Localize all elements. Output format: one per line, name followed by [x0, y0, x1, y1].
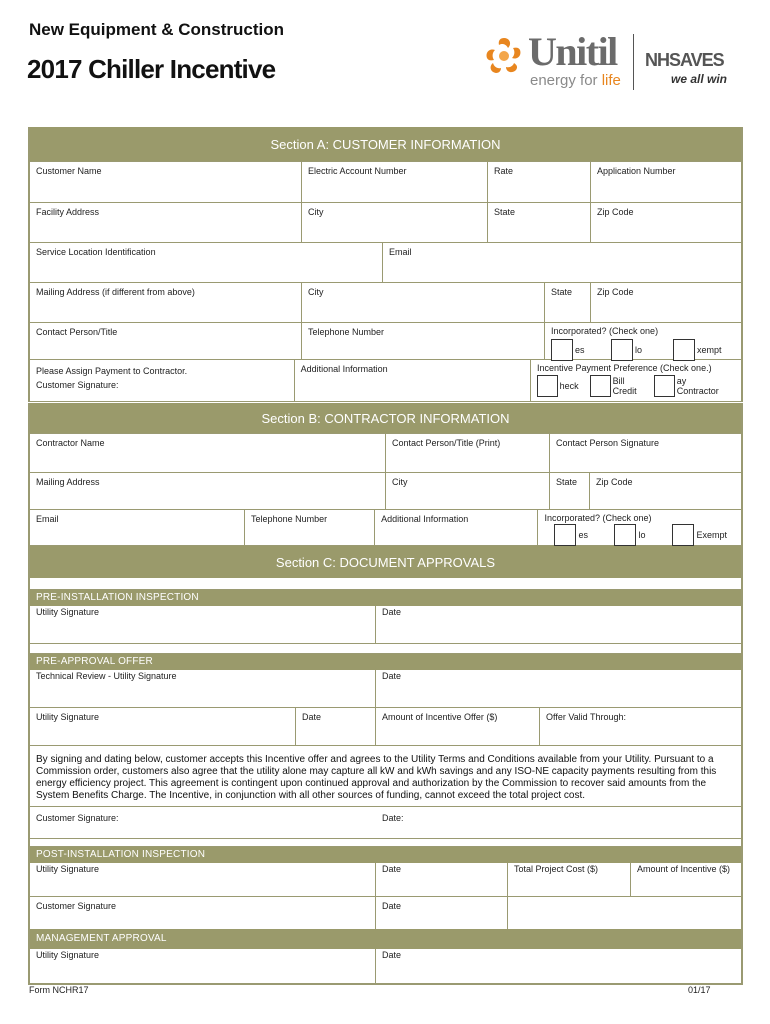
customer-name-field[interactable] [30, 162, 302, 202]
contractor-inc-yes-checkbox[interactable] [554, 524, 576, 546]
date-label: Date [382, 607, 402, 617]
offer-valid-label: Offer Valid Through: [546, 712, 627, 722]
pay-bill-credit-checkbox[interactable] [590, 375, 611, 397]
electric-account-label: Electric Account Number [308, 166, 407, 176]
tech-review-date-field[interactable] [376, 670, 741, 707]
blank-cell [508, 897, 741, 929]
assign-payment-field[interactable] [30, 360, 295, 401]
contractor-state-field[interactable] [550, 473, 590, 509]
mailing-address-field[interactable] [30, 283, 302, 322]
pay-contractor-label: ay Contractor [676, 376, 719, 396]
management-date-field[interactable] [376, 949, 741, 983]
zip-label: Zip Code [597, 207, 634, 217]
section-a [28, 127, 743, 402]
section-c-header: Section C: DOCUMENT APPROVALS [30, 546, 741, 578]
form-title: 2017 Chiller Incentive [27, 54, 276, 84]
unitil-tagline [530, 72, 621, 89]
form-version: 01/17 [688, 985, 711, 995]
pay-check-checkbox[interactable] [537, 375, 558, 397]
tech-review-label: Technical Review - Utility Signature [36, 671, 177, 681]
rate-label: Rate [494, 166, 514, 176]
contractor-name-label: Contractor Name [36, 438, 105, 448]
date-label: Date [382, 864, 402, 874]
amount-incentive-label: Amount of Incentive ($) [637, 864, 731, 874]
incorporated-no-checkbox[interactable] [611, 339, 633, 361]
tech-review-signature-field[interactable] [30, 670, 376, 707]
application-number-field[interactable] [591, 162, 741, 202]
contractor-inc-exempt-checkbox[interactable] [672, 524, 694, 546]
contractor-incorporated-group [538, 510, 741, 545]
facility-state-field[interactable] [488, 203, 591, 242]
tagline-part: energy for [530, 72, 602, 89]
telephone-label: Telephone Number [251, 514, 328, 524]
facility-zip-field[interactable] [591, 203, 741, 242]
payment-preference-group [531, 360, 741, 401]
customer-name-label: Customer Name [36, 166, 102, 176]
contractor-additional-field[interactable] [375, 510, 538, 545]
contractor-name-field[interactable] [30, 434, 386, 472]
section-b [28, 403, 743, 546]
service-location-label: Service Location Identification [36, 247, 156, 257]
incorporated-label: Incorporated? (Check one) [544, 513, 652, 523]
contractor-signature-label: Contact Person Signature [556, 438, 660, 448]
mailing-address-label: Mailing Address (if different from above) [36, 287, 195, 297]
post-customer-date-field[interactable] [376, 897, 508, 929]
post-install-signature-field[interactable] [30, 863, 376, 896]
offer-signature-field[interactable] [30, 708, 296, 745]
city-label: City [308, 287, 324, 297]
customer-signature-label: Customer Signature: [36, 813, 119, 823]
pay-bill-credit-label: Bill Credit [612, 376, 637, 396]
post-installation-header: POST-INSTALLATION INSPECTION [30, 847, 741, 863]
state-label: State [494, 207, 516, 217]
unitil-logo [482, 29, 627, 94]
sun-swirl-icon [482, 34, 526, 78]
certification-text: By signing and dating below, customer accepts this Incentive offer and agrees to the Utility Terms and Conditions available from your Utility. Pursuant to a Commission order, customers also agree that the utility alone may capture all kW and kWh savings and any ISO-NE capacity payments resulting from this energy efficiency project. This agreement is contingent upon continued approval and authorization by the Commission to recover said amounts from the System Benefits Charge. The Incentive, in conjunction with all other sources of funding, cannot exceed the total project cost. [30, 746, 741, 807]
customer-signature-field[interactable] [36, 813, 382, 832]
offer-date-field[interactable] [296, 708, 376, 745]
contractor-mailing-label: Mailing Address [36, 477, 100, 487]
service-location-field[interactable] [30, 243, 383, 282]
amount-incentive-field[interactable] [631, 863, 741, 896]
date-label: Date [382, 901, 402, 911]
electric-account-field[interactable] [302, 162, 488, 202]
contractor-contact-field[interactable] [386, 434, 550, 472]
contractor-contact-label: Contact Person/Title (Print) [392, 438, 501, 448]
email-label: Email [36, 514, 59, 524]
section-a-header: Section A: CUSTOMER INFORMATION [30, 127, 741, 161]
rate-field[interactable] [488, 162, 591, 202]
zip-label: Zip Code [596, 477, 633, 487]
form-subtitle: New Equipment & Construction [29, 20, 284, 39]
pre-approval-header: PRE-APPROVAL OFFER [30, 654, 741, 670]
tagline-life: life [601, 72, 621, 89]
contact-person-label: Contact Person/Title [36, 327, 118, 337]
offer-valid-field[interactable] [540, 708, 741, 745]
email-label: Email [389, 247, 412, 257]
incorporated-no-label: lo [635, 345, 643, 355]
spacer [30, 839, 741, 847]
incorporated-exempt-checkbox[interactable] [673, 339, 695, 361]
assign-payment-label: Please Assign Payment to Contractor. [36, 366, 188, 376]
utility-signature-label: Utility Signature [36, 712, 100, 722]
mailing-city-field[interactable] [302, 283, 545, 322]
customer-signature-label: Customer Signature [36, 901, 117, 911]
nhsaves-logo [645, 50, 735, 90]
additional-info-field[interactable] [295, 360, 531, 401]
telephone-label: Telephone Number [308, 327, 385, 337]
spacer [30, 644, 741, 654]
date-label: Date: [382, 813, 404, 823]
contractor-signature-field[interactable] [550, 434, 741, 472]
contractor-telephone-field[interactable] [245, 510, 375, 545]
state-label: State [551, 287, 573, 297]
contractor-zip-field[interactable] [590, 473, 741, 509]
pre-install-date-field[interactable] [376, 606, 741, 643]
form-id: Form NCHR17 [29, 985, 89, 995]
application-number-label: Application Number [597, 166, 676, 176]
payment-preference-label: Incentive Payment Preference (Check one.) [536, 363, 712, 373]
logo-divider [633, 34, 634, 90]
state-label: State [556, 477, 578, 487]
incorporated-label: Incorporated? (Check one) [551, 326, 659, 336]
customer-date-field[interactable] [382, 813, 735, 832]
incorporated-exempt-label: xempt [697, 345, 722, 355]
pre-install-signature-field[interactable] [30, 606, 376, 643]
contractor-inc-exempt-label: Exempt [696, 530, 727, 540]
utility-signature-label: Utility Signature [36, 864, 100, 874]
date-label: Date [382, 671, 402, 681]
section-c [28, 546, 743, 985]
contractor-mailing-field[interactable] [30, 473, 386, 509]
facility-city-field[interactable] [302, 203, 488, 242]
facility-address-label: Facility Address [36, 207, 100, 217]
city-label: City [308, 207, 324, 217]
customer-acceptance-row [30, 807, 741, 839]
mailing-zip-field[interactable] [591, 283, 741, 322]
pay-contractor-checkbox[interactable] [654, 375, 675, 397]
utility-signature-label: Utility Signature [36, 607, 100, 617]
email-field[interactable] [383, 243, 741, 282]
post-install-date-field[interactable] [376, 863, 508, 896]
date-label: Date [382, 950, 402, 960]
section-b-header: Section B: CONTRACTOR INFORMATION [30, 403, 741, 433]
incentive-offer-field[interactable] [376, 708, 540, 745]
unitil-wordmark: Unitil [528, 29, 617, 74]
incorporated-yes-label: es [575, 345, 585, 355]
nhsaves-tagline: we all win [671, 72, 728, 86]
total-project-cost-label: Total Project Cost ($) [514, 864, 599, 874]
contractor-city-field[interactable] [386, 473, 550, 509]
utility-signature-label: Utility Signature [36, 950, 100, 960]
management-approval-header: MANAGEMENT APPROVAL [30, 929, 741, 949]
contractor-email-field[interactable] [30, 510, 245, 545]
contractor-inc-yes-label: es [578, 530, 588, 540]
incorporated-group [545, 323, 741, 359]
facility-address-field[interactable] [30, 203, 302, 242]
additional-info-label: Additional Information [381, 514, 469, 524]
date-label: Date [302, 712, 322, 722]
total-project-cost-field[interactable] [508, 863, 631, 896]
pre-installation-header: PRE-INSTALLATION INSPECTION [30, 590, 741, 606]
incorporated-yes-checkbox[interactable] [551, 339, 573, 361]
spacer [30, 578, 741, 590]
mailing-state-field[interactable] [545, 283, 591, 322]
nhsaves-wordmark: NHSAVES [645, 50, 724, 70]
contact-person-field[interactable] [30, 323, 302, 359]
incentive-offer-label: Amount of Incentive Offer ($) [382, 712, 498, 722]
customer-signature-label: Customer Signature: [36, 380, 119, 390]
contractor-inc-no-label: lo [638, 530, 646, 540]
telephone-field[interactable] [302, 323, 545, 359]
post-customer-signature-field[interactable] [30, 897, 376, 929]
zip-label: Zip Code [597, 287, 634, 297]
contractor-inc-no-checkbox[interactable] [614, 524, 636, 546]
management-signature-field[interactable] [30, 949, 376, 983]
additional-info-label: Additional Information [300, 364, 388, 374]
city-label: City [392, 477, 408, 487]
pay-check-label: heck [559, 381, 579, 391]
